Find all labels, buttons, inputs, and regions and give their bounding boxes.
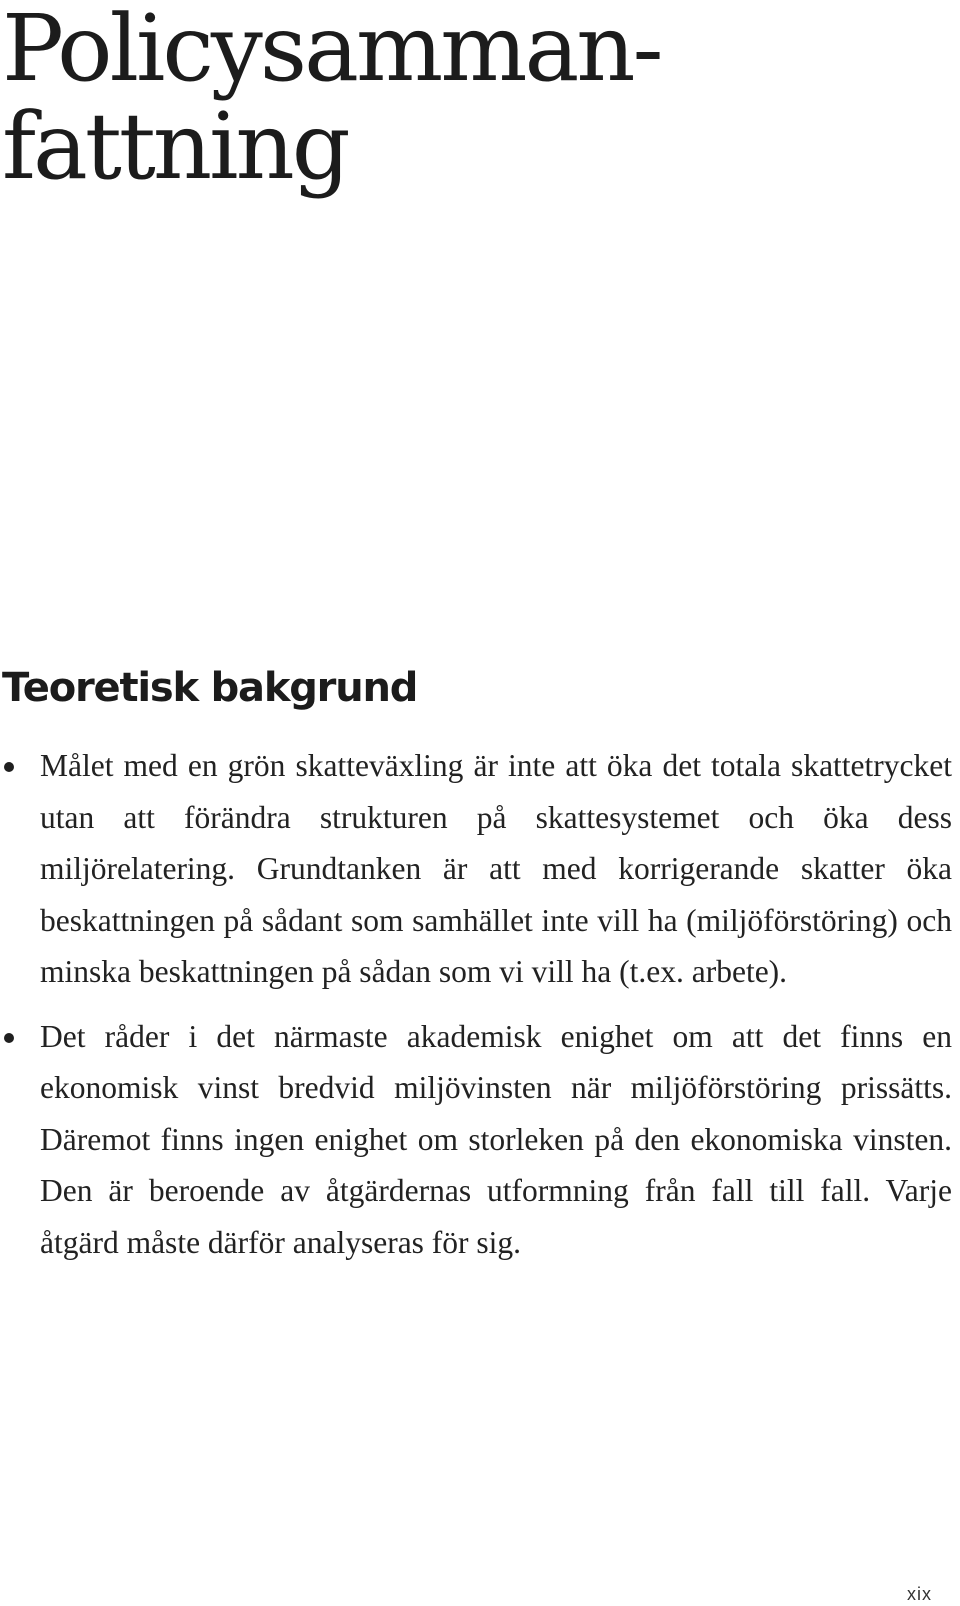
bullet-list bbox=[0, 740, 952, 1281]
list-item bbox=[0, 740, 952, 998]
bullet-icon bbox=[4, 762, 14, 772]
page-title: Policysamman- fattning bbox=[2, 0, 661, 200]
page-number: xix bbox=[907, 1584, 932, 1604]
section-heading: Teoretisk bakgrund bbox=[2, 665, 418, 711]
bullet-text: Målet med en grön skatteväxling är inte att öka det totala skattetrycket utan att förändra strukturen på skattesystemet och öka dess miljörelatering. Grundtanken är att med korrigerande skatter öka beskattningen på sådant som samhället inte vill ha (miljöförstöring) och minska beskattningen på sådan som vi vill ha (t.ex. arbete). bbox=[40, 748, 952, 989]
bullet-icon bbox=[4, 1033, 14, 1043]
list-item bbox=[0, 1011, 952, 1269]
bullet-text: Det råder i det närmaste akademisk enighet om att det finns en ekonomisk vinst bredvid miljövinsten när miljöförstöring prissätts. Däremot finns ingen enighet om storleken på den ekonomiska vinsten. Den är beroende av åtgärdernas utformning från fall till fall. Varje åtgärd måste därför analyseras för sig. bbox=[40, 1018, 952, 1260]
